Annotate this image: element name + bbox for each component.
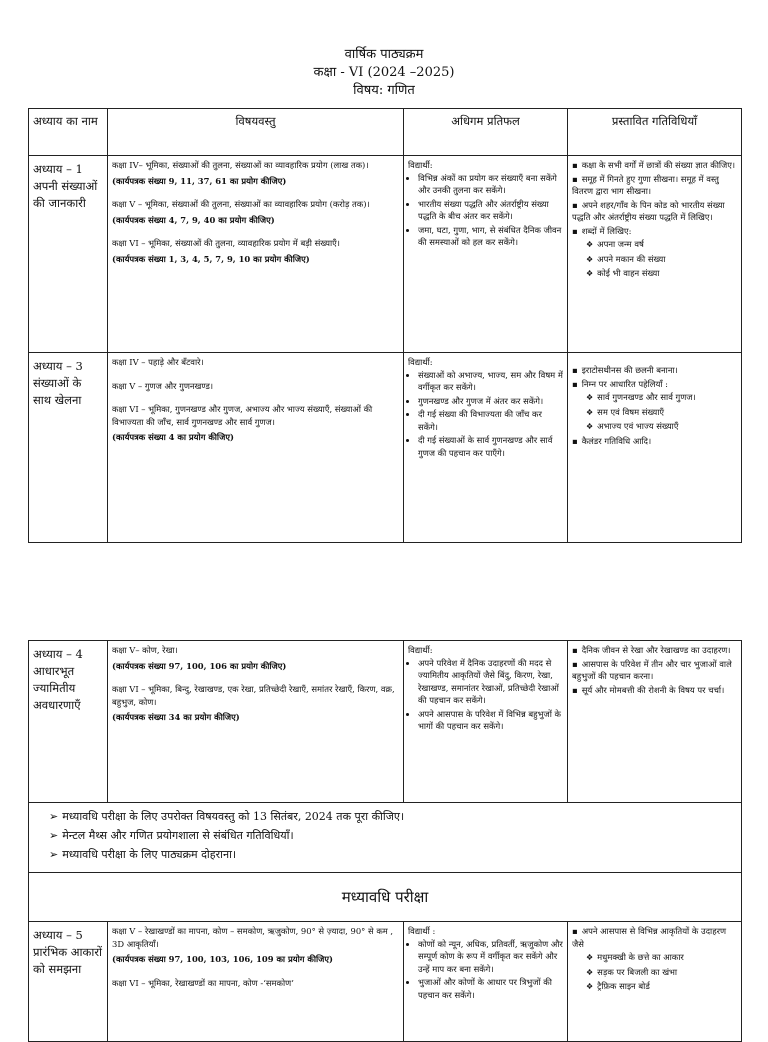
sub-list-item: ❖ सम एवं विषम संख्याएँ xyxy=(586,406,737,420)
worksheet-line: (कार्यपत्रक संख्या 4, 7, 9, 40 का प्रयोग कीजिए) xyxy=(112,214,275,225)
worksheet-line: (कार्यपत्रक संख्या 97, 100, 103, 106, 109 का प्रयोग कीजिए) xyxy=(112,954,333,964)
sub-list-item: ❖ सड़क पर बिजली का खंभा xyxy=(586,966,737,980)
notes-row xyxy=(29,803,742,873)
list-item: • भुजाओं और कोणों के आधार पर त्रिभुजों की पहचान कर सकेंगे। xyxy=(418,976,563,1001)
activities-cell xyxy=(568,353,742,543)
note-item: ➢ मध्यावधि परीक्षा के लिए पाठ्यक्रम दोहराना। xyxy=(49,845,733,864)
table-row xyxy=(29,353,742,543)
header-class: कक्षा - VI (2024 –2025) xyxy=(313,65,455,80)
chapter-name: अध्याय – 1 अपनी संख्याओं की जानकारी xyxy=(29,156,108,353)
list-item: • कोणों को न्यून, अधिक, प्रतिवर्ती, ऋजुकोण और सम्पूर्ण कोण के रूप में वर्गीकृत कर सकेंगे और उन्हें माप कर बना सकेंगे। xyxy=(418,938,563,976)
chapter-name: अध्याय – 5 प्रारंभिक आकारों को समझना xyxy=(29,922,108,1042)
list-item: ▪ अपने शहर/गाँव के पिन कोड को भारतीय संख्या पद्धति और अंतर्राष्ट्रीय संख्या पद्धति में लिखिए। xyxy=(572,199,737,224)
sub-list-item: ❖ मधुमक्खी के छत्ते का आकार xyxy=(586,951,737,965)
list-item: • विभिन्न अंकों का प्रयोग कर संख्याएँ बना सकेंगे और उनकी तुलना कर सकेंगे। xyxy=(418,172,563,197)
activities-cell xyxy=(568,156,742,353)
learning-cell xyxy=(404,353,568,543)
learning-cell xyxy=(404,641,568,803)
list-item: ▪ समूह में गिनते हुए गुणा सीखना। समूह में वस्तु वितरण द्वारा भाग सीखना। xyxy=(572,173,737,198)
chapter-name: अध्याय – 4 आधारभूत ज्यामितीय अवधारणाएँ xyxy=(29,641,108,803)
content-cell xyxy=(108,641,404,803)
header-learning: अधिगम प्रतिफल xyxy=(404,109,568,156)
sub-list-item: ❖ ट्रैफ़िक साइन बोर्ड xyxy=(586,980,737,994)
syllabus-table-1 xyxy=(28,108,742,543)
list-item: • संख्याओं को अभाज्य, भाज्य, सम और विषम में वर्गीकृत कर सकेंगे। xyxy=(418,369,563,394)
list-item: • दी गई संख्याओं के सार्व गुणनखण्ड और सार्व गुणज की पहचान कर पाएँगे। xyxy=(418,434,563,459)
sub-list-item: ❖ अपने मकान की संख्या xyxy=(586,253,737,267)
note-item: ➢ मध्यावधि परीक्षा के लिए उपरोक्त विषयवस्तु को 13 सितंबर, 2024 तक पूरा कीजिए। xyxy=(49,807,733,826)
content-line: कक्षा VI – भूमिका, गुणनखण्ड और गुणज, अभाज्य और भाज्य संख्याएँ, संख्याओं की विभाज्यता की जाँच, सार्व गुणनखण्ड और सार्व गुणज। xyxy=(112,404,373,427)
doc-header xyxy=(0,46,768,100)
sub-list-item: ❖ कोई भी वाहन संख्या xyxy=(586,267,737,281)
sub-list-item: ❖ सार्व गुणनखण्ड और सार्व गुणज। xyxy=(586,391,737,405)
list-item: ▪ दैनिक जीवन से रेखा और रेखाखण्ड का उदाहरण। xyxy=(572,644,737,657)
list-item: • गुणनखण्ड और गुणज में अंतर कर सकेंगे। xyxy=(418,395,563,408)
list-item: • अपने परिवेश में दैनिक उदाहरणों की मदद से ज्यामितीय आकृतियों जैसे बिंदु, किरण, रेखा, रेखाखण्ड, समानांतर रेखाओं, प्रतिच्छेदी रेखाओं की पहचान कर सकेंगे। xyxy=(418,657,563,707)
content-line: कक्षा VI – भूमिका, बिन्दु, रेखाखण्ड, एक रेखा, प्रतिच्छेदी रेखाएँ, समांतर रेखाएँ, किरण, वक्र, बहुभुज, कोण। xyxy=(112,684,395,707)
learning-intro: विद्यार्थी: xyxy=(408,160,433,170)
list-item: ▪ सूर्य और मोमबत्ती की रोशनी के विषय पर चर्चा। xyxy=(572,684,737,697)
syllabus-table-2 xyxy=(28,640,742,1042)
learning-intro: विद्यार्थी : xyxy=(408,926,436,936)
learning-intro: विद्यार्थी: xyxy=(408,357,433,367)
list-item: ▪ कक्षा के सभी वर्गों में छात्रों की संख्या ज्ञात कीजिए। xyxy=(572,159,737,172)
worksheet-line: (कार्यपत्रक संख्या 34 का प्रयोग कीजिए) xyxy=(112,712,240,722)
worksheet-line: (कार्यपत्रक संख्या 4 का प्रयोग कीजिए) xyxy=(112,432,234,442)
note-item: ➢ मेन्टल मैथ्स और गणित प्रयोगशाला से संबंधित गतिविधियाँ। xyxy=(49,826,733,845)
list-item: ▪ अपने आसपास से विभिन्न आकृतियों के उदाहरण जैसे xyxy=(572,925,737,950)
list-item: ▪ शब्दों में लिखिए: xyxy=(572,225,737,238)
header-title: वार्षिक पाठ्यक्रम xyxy=(344,47,424,62)
list-item: • जमा, घटा, गुणा, भाग, से संबंधित दैनिक जीवन की समस्याओं को हल कर सकेंगे। xyxy=(418,224,563,249)
content-line: कक्षा VI – भूमिका, संख्याओं की तुलना, व्यावहारिक प्रयोग में बड़ी संख्याएँ। xyxy=(112,238,340,248)
header-activities: प्रस्तावित गतिविधियाँ xyxy=(568,109,742,156)
content-line: कक्षा V – गुणज और गुणनखण्ड। xyxy=(112,380,214,391)
content-cell xyxy=(108,156,404,353)
list-item: ▪ इराटोसथीनस की छलनी बनाना। xyxy=(572,364,737,377)
content-line: कक्षा V – रेखाखण्डों का मापना, कोण – समकोण, ऋजुकोण, 90° से ज़्यादा, 90° से कम , 3D आकृतियाँ। xyxy=(112,926,394,949)
list-item: ▪ निम्न पर आधारित पहेलियाँ : xyxy=(572,378,737,391)
midterm-title: मध्यावधि परीक्षा xyxy=(29,873,742,922)
content-line: कक्षा V– कोण, रेखा। xyxy=(112,645,178,655)
chapter-name: अध्याय – 3 संख्याओं के साथ खेलना xyxy=(29,353,108,543)
table-row xyxy=(29,156,742,353)
worksheet-line: (कार्यपत्रक संख्या 1, 3, 4, 5, 7, 9, 10 का प्रयोग कीजिए) xyxy=(112,253,310,264)
sub-list-item: ❖ अभाज्य एवं भाज्य संख्याएँ xyxy=(586,420,737,434)
list-item: • अपने आसपास के परिवेश में विभिन्न बहुभुजों के भागों की पहचान कर सकेंगे। xyxy=(418,708,563,733)
table-row xyxy=(29,641,742,803)
header-content: विषयवस्तु xyxy=(108,109,404,156)
list-item: ▪ कैलंडर गतिविधि आदि। xyxy=(572,435,737,448)
notes-cell xyxy=(29,803,742,873)
learning-cell xyxy=(404,156,568,353)
activities-cell xyxy=(568,641,742,803)
content-line: कक्षा V – भूमिका, संख्याओं की तुलना, संख्याओं का व्यावहारिक प्रयोग (करोड़ तक)। xyxy=(112,199,370,209)
header-subject: विषय: गणित xyxy=(353,83,415,98)
table-header-row xyxy=(29,109,742,156)
worksheet-line: (कार्यपत्रक संख्या 97, 100, 106 का प्रयोग कीजिए) xyxy=(112,660,287,671)
learning-intro: विद्यार्थी: xyxy=(408,645,433,655)
list-item: ▪ आसपास के परिवेश में तीन और चार भुजाओं वाले बहुभुजों की पहचान करना। xyxy=(572,658,737,683)
header-chapter: अध्याय का नाम xyxy=(29,109,108,156)
content-cell xyxy=(108,353,404,543)
content-line: कक्षा VI – भूमिका, रेखाखण्डों का मापना, कोण -‘समकोण’ xyxy=(112,977,294,988)
content-line: कक्षा IV – पहाड़े और बँटवारे। xyxy=(112,357,204,367)
list-item: • दी गई संख्या की विभाज्यता की जाँच कर सकेंगे। xyxy=(418,408,563,433)
list-item: • भारतीय संख्या पद्धति और अंतर्राष्ट्रीय संख्या पद्धति के बीच अंतर कर सकेंगे। xyxy=(418,198,563,223)
worksheet-line: (कार्यपत्रक संख्या 9, 11, 37, 61 का प्रयोग कीजिए) xyxy=(112,175,287,186)
midterm-row xyxy=(29,873,742,922)
content-line: कक्षा IV– भूमिका, संख्याओं की तुलना, संख्याओं का व्यावहारिक प्रयोग (लाख तक)। xyxy=(112,160,369,170)
sub-list-item: ❖ अपना जन्म वर्ष xyxy=(586,238,737,252)
